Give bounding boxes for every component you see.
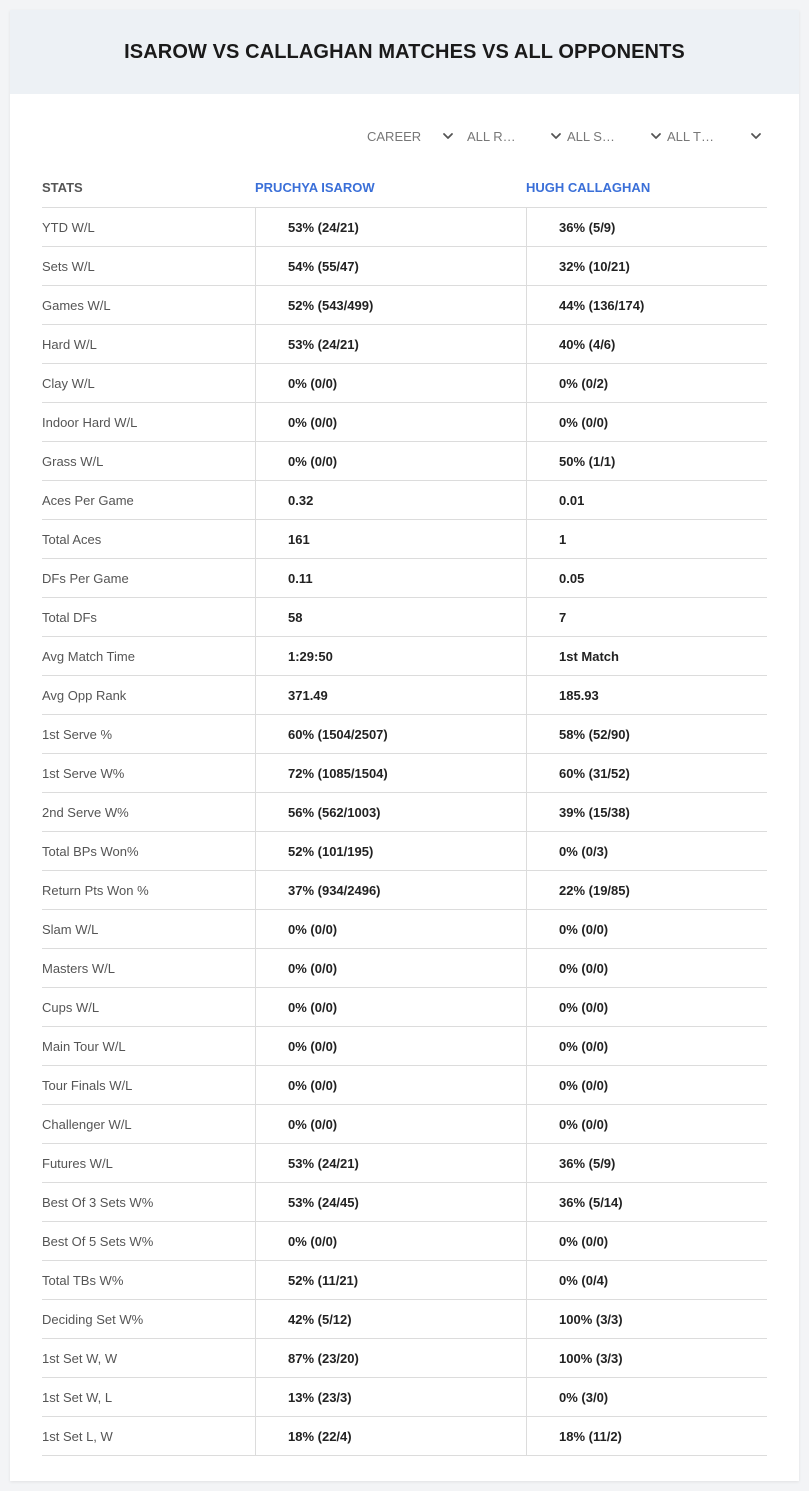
player1-stat-value: 0% (0/0) [255,442,526,480]
stat-label: Futures W/L [42,1155,113,1171]
player1-link[interactable]: PRUCHYA ISAROW [255,180,375,195]
player1-stat-value: 60% (1504/2507) [255,715,526,753]
table-row [42,442,767,481]
player1-stat-value: 0% (0/0) [255,364,526,402]
player2-stat-value: 100% (3/3) [526,1339,767,1377]
stat-label: Return Pts Won % [42,882,149,898]
player2-stat-value: 185.93 [526,676,767,714]
table-row [42,1300,767,1339]
player1-stat-value: 0% (0/0) [255,1105,526,1143]
table-row [42,598,767,637]
stat-label: Tour Finals W/L [42,1077,133,1093]
table-body [42,208,767,1456]
player1-stat-value: 161 [255,520,526,558]
player2-stat-value: 18% (11/2) [526,1417,767,1455]
stat-label: Games W/L [42,297,111,313]
player2-stat-value: 0% (0/0) [526,910,767,948]
table-row [42,1261,767,1300]
stats-table [42,168,767,1456]
chevron-down-icon [549,129,563,143]
stat-label: Grass W/L [42,453,104,469]
stat-label: Total BPs Won% [42,843,139,859]
player2-stat-value: 0% (0/0) [526,1222,767,1260]
stat-label: YTD W/L [42,219,95,235]
stat-label: 1st Serve W% [42,765,125,781]
stat-label: Total TBs W% [42,1272,124,1288]
filter-career-select[interactable] [367,126,459,146]
stat-label: Clay W/L [42,375,95,391]
player1-stat-value: 0% (0/0) [255,1027,526,1065]
table-row [42,715,767,754]
table-row [42,949,767,988]
table-header [42,168,767,208]
filter-label: ALL T… [667,128,714,144]
stat-label: Deciding Set W% [42,1311,144,1327]
filter-bar [367,126,767,146]
stat-label: 1st Serve % [42,726,113,742]
page-title: ISAROW VS CALLAGHAN MATCHES VS ALL OPPONENTS [124,40,685,63]
table-row [42,1027,767,1066]
player2-stat-value: 44% (136/174) [526,286,767,324]
stats-column-header: STATS [42,180,83,195]
player1-stat-value: 0% (0/0) [255,988,526,1026]
stat-label: Hard W/L [42,336,97,352]
player2-stat-value: 60% (31/52) [526,754,767,792]
table-row [42,364,767,403]
player2-stat-value: 0% (0/0) [526,988,767,1026]
table-row [42,481,767,520]
stat-label: Avg Opp Rank [42,687,127,703]
table-row [42,520,767,559]
table-row [42,1339,767,1378]
player2-stat-value: 40% (4/6) [526,325,767,363]
player1-stat-value: 72% (1085/1504) [255,754,526,792]
player2-stat-value: 7 [526,598,767,636]
player2-stat-value: 0% (0/0) [526,403,767,441]
chevron-down-icon [649,129,663,143]
player2-stat-value: 1 [526,520,767,558]
player2-stat-value: 100% (3/3) [526,1300,767,1338]
player1-stat-value: 42% (5/12) [255,1300,526,1338]
table-row [42,247,767,286]
player1-stat-value: 53% (24/21) [255,325,526,363]
stat-label: Aces Per Game [42,492,134,508]
player1-stat-value: 56% (562/1003) [255,793,526,831]
stat-label: Total DFs [42,609,97,625]
player1-stat-value: 0% (0/0) [255,949,526,987]
player2-stat-value: 0.05 [526,559,767,597]
stats-card [10,10,799,1481]
stat-label: Indoor Hard W/L [42,414,138,430]
table-row [42,793,767,832]
chevron-down-icon [441,129,455,143]
filter-label: ALL S… [567,128,615,144]
table-row [42,754,767,793]
player2-stat-value: 36% (5/9) [526,208,767,246]
table-row [42,286,767,325]
player1-stat-value: 54% (55/47) [255,247,526,285]
stat-label: Avg Match Time [42,648,135,664]
player1-stat-value: 58 [255,598,526,636]
table-row [42,871,767,910]
table-row [42,325,767,364]
player2-stat-value: 0% (0/0) [526,1066,767,1104]
player1-stat-value: 53% (24/45) [255,1183,526,1221]
player1-stat-value: 13% (23/3) [255,1378,526,1416]
stat-label: DFs Per Game [42,570,129,586]
player2-stat-value: 1st Match [526,637,767,675]
stat-label: Masters W/L [42,960,115,976]
player1-stat-value: 0.11 [255,559,526,597]
table-row [42,1417,767,1456]
table-row [42,208,767,247]
player1-stat-value: 87% (23/20) [255,1339,526,1377]
player1-stat-value: 0% (0/0) [255,1066,526,1104]
player2-link[interactable]: HUGH CALLAGHAN [526,180,651,195]
stat-label: Sets W/L [42,258,95,274]
table-row [42,1144,767,1183]
player2-stat-value: 36% (5/14) [526,1183,767,1221]
table-row [42,1066,767,1105]
player2-stat-value: 36% (5/9) [526,1144,767,1182]
player1-stat-value: 371.49 [255,676,526,714]
player1-stat-value: 52% (543/499) [255,286,526,324]
table-row [42,1378,767,1417]
player2-stat-value: 0% (0/4) [526,1261,767,1299]
table-row [42,637,767,676]
player1-stat-value: 53% (24/21) [255,1144,526,1182]
stat-label: 1st Set L, W [42,1428,113,1444]
stat-label: 2nd Serve W% [42,804,129,820]
player1-stat-value: 18% (22/4) [255,1417,526,1455]
player2-stat-value: 0% (0/0) [526,1027,767,1065]
stat-label: 1st Set W, L [42,1389,113,1405]
table-row [42,403,767,442]
player2-stat-value: 39% (15/38) [526,793,767,831]
table-row [42,676,767,715]
player1-stat-value: 52% (11/21) [255,1261,526,1299]
stat-label: Main Tour W/L [42,1038,126,1054]
filter-round-select[interactable] [467,126,567,146]
filter-surface-select[interactable] [567,126,667,146]
player2-stat-value: 50% (1/1) [526,442,767,480]
player2-stat-value: 0% (0/0) [526,949,767,987]
player2-stat-value: 0% (3/0) [526,1378,767,1416]
stat-label: Best Of 3 Sets W% [42,1194,154,1210]
player1-stat-value: 0% (0/0) [255,910,526,948]
stat-label: Challenger W/L [42,1116,132,1132]
player1-stat-value: 0.32 [255,481,526,519]
table-row [42,988,767,1027]
table-row [42,559,767,598]
player2-stat-value: 58% (52/90) [526,715,767,753]
filter-label: ALL R… [467,128,516,144]
player1-stat-value: 0% (0/0) [255,403,526,441]
stat-label: Slam W/L [42,921,99,937]
player1-stat-value: 37% (934/2496) [255,871,526,909]
table-row [42,910,767,949]
stat-label: Cups W/L [42,999,100,1015]
stat-label: 1st Set W, W [42,1350,118,1366]
player1-stat-value: 0% (0/0) [255,1222,526,1260]
player2-stat-value: 22% (19/85) [526,871,767,909]
card-header [10,10,799,94]
player2-stat-value: 0.01 [526,481,767,519]
player2-stat-value: 0% (0/0) [526,1105,767,1143]
stat-label: Total Aces [42,531,102,547]
table-row [42,1105,767,1144]
table-row [42,1222,767,1261]
table-row [42,832,767,871]
player1-stat-value: 1:29:50 [255,637,526,675]
player1-stat-value: 53% (24/21) [255,208,526,246]
player1-stat-value: 52% (101/195) [255,832,526,870]
player2-stat-value: 0% (0/2) [526,364,767,402]
player2-stat-value: 0% (0/3) [526,832,767,870]
chevron-down-icon [749,129,763,143]
table-row [42,1183,767,1222]
stat-label: Best Of 5 Sets W% [42,1233,154,1249]
player2-stat-value: 32% (10/21) [526,247,767,285]
filter-label: CAREER [367,128,422,144]
filter-tournament-select[interactable] [667,126,767,146]
